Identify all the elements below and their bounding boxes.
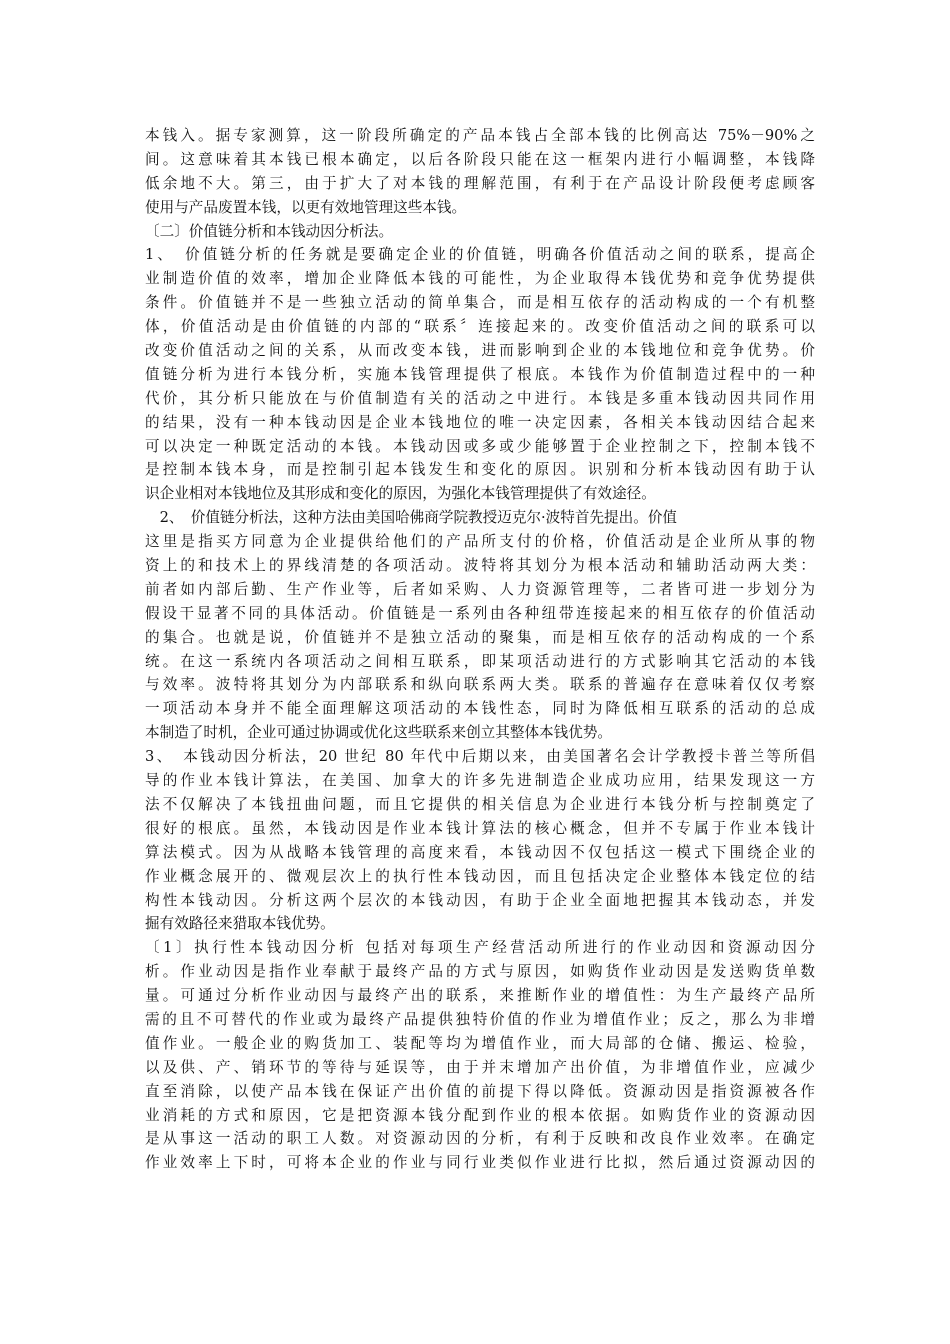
text-line: 1、 价值链分析的任务就是要确定企业的价值链，明确各价值活动之间的联系，提高企 <box>145 246 815 264</box>
text-line: 体，价值活动是由价值链的内部的“联系〞连接起来的。改变价值活动之间的联系可以 <box>145 318 815 336</box>
text-line: 一项活动本身并不能全面理解这项活动的本钱性态，同时为降低相互联系的活动的总成 <box>145 700 815 718</box>
text-line: 统。在这一系统内各项活动之间相互联系，即某项活动进行的方式影响其它活动的本钱 <box>145 652 815 670</box>
text-line: 〔1〕执行性本钱动因分析 包括对每项生产经营活动所进行的作业动因和资源动因分 <box>145 939 815 957</box>
text-line: 作业概念展开的、微观层次上的执行性本钱动因，而且包括决定企业整体本钱定位的结 <box>145 867 815 885</box>
text-line: 与效率。波特将其划分为内部联系和纵向联系两大类。联系的普遍存在意味着仅仅考察 <box>145 676 815 694</box>
text-line: 低余地不大。第三，由于扩大了对本钱的理解范围，有利于在产品设计阶段便考虑顾客 <box>145 174 815 192</box>
text-line: 法不仅解决了本钱扭曲问题，而且它提供的相关信息为企业进行本钱分析与控制奠定了 <box>145 795 815 813</box>
text-line: 3、 本钱动因分析法，20 世纪 80 年代中后期以来，由美国著名会计学教授卡普兰等所倡 <box>145 748 815 766</box>
text-line: 资上的和技术上的界线清楚的各项活动。波特将其划分为根本活动和辅助活动两大类： <box>145 557 815 575</box>
text-line: 使用与产品废置本钱，以更有效地管理这些本钱。 <box>145 198 467 216</box>
text-line: 值作业。一般企业的购货加工、装配等均为增值作业，而大局部的仓储、搬运、检验， <box>145 1034 815 1052</box>
text-line: 值链分析为进行本钱分析，实施本钱管理提供了根底。本钱作为价值制造过程中的一种 <box>145 365 815 383</box>
text-line: 构性本钱动因。分析这两个层次的本钱动因，有助于企业全面地把握其本钱动态，并发 <box>145 891 815 909</box>
text-line: 掘有效路径来猎取本钱优势。 <box>145 915 335 933</box>
text-line: 作业效率上下时，可将本企业的作业与同行业类似作业进行比拟，然后通过资源动因的 <box>145 1154 815 1172</box>
text-line: 需的且不可替代的作业或为最终产品提供独特价值的作业为增值作业；反之，那么为非增 <box>145 1010 815 1028</box>
text-line: 间。这意味着其本钱已根本确定，以后各阶段只能在这一框架内进行小幅调整，本钱降 <box>145 150 815 168</box>
text-line: 析。作业动因是指作业奉献于最终产品的方式与原因，如购货作业动因是发送购货单数 <box>145 963 815 981</box>
text-line: 很好的根底。虽然，本钱动因是作业本钱计算法的核心概念，但并不专属于作业本钱计 <box>145 819 815 837</box>
text-line: 是从事这一活动的职工人数。对资源动因的分析，有利于反映和改良作业效率。在确定 <box>145 1130 815 1148</box>
document-body <box>145 124 815 1175</box>
text-line: 业制造价值的效率，增加企业降低本钱的可能性，为企业取得本钱优势和竞争优势提供 <box>145 270 815 288</box>
text-line: 前者如内部后勤、生产作业等，后者如采购、人力资源管理等，二者皆可进一步划分为 <box>145 580 815 598</box>
text-line: 的结果，没有一种本钱动因是企业本钱地位的唯一决定因素，各相关本钱动因结合起来 <box>145 413 815 431</box>
text-line: 〔二〕价值链分析和本钱动因分析法。 <box>145 222 394 240</box>
text-line: 直至消除，以使产品本钱在保证产出价值的前提下得以降低。资源动因是指资源被各作 <box>145 1082 815 1100</box>
text-line: 是控制本钱本身，而是控制引起本钱发生和变化的原因。识别和分析本钱动因有助于认 <box>145 461 815 479</box>
text-line: 假设干显著不同的具体活动。价值链是一系列由各种纽带连接起来的相互依存的价值活动 <box>145 604 815 622</box>
text-line: 代价，其分析只能放在与价值制造有关的活动之中进行。本钱是多重本钱动因共同作用 <box>145 389 815 407</box>
text-line: 以及供、产、销环节的等待与延误等，由于并末增加产出价值，为非增值作业，应减少 <box>145 1058 815 1076</box>
text-line: 这里是指买方同意为企业提供给他们的产品所支付的价格，价值活动是企业所从事的物 <box>145 533 815 551</box>
text-line: 的集合。也就是说，价值链并不是独立活动的聚集，而是相互依存的活动构成的一个系 <box>145 628 815 646</box>
text-line: 可以决定一种既定活动的本钱。本钱动因或多或少能够置于企业控制之下，控制本钱不 <box>145 437 815 455</box>
text-line: 改变价值活动之间的关系，从而改变本钱，进而影响到企业的本钱地位和竞争优势。价 <box>145 342 815 360</box>
text-line: 业消耗的方式和原因，它是把资源本钱分配到作业的根本依据。如购货作业的资源动因 <box>145 1106 815 1124</box>
text-line: 2、 价值链分析法，这种方法由美国哈佛商学院教授迈克尔·波特首先提出。价值 <box>145 509 678 527</box>
text-line: 量。可通过分析作业动因与最终产出的联系，来推断作业的增值性：为生产最终产品所 <box>145 987 815 1005</box>
text-line: 导的作业本钱计算法，在美国、加拿大的许多先进制造企业成功应用，结果发现这一方 <box>145 772 815 790</box>
text-line: 算法模式。因为从战略本钱管理的高度来看，本钱动因不仅包括这一模式下围绕企业的 <box>145 843 815 861</box>
text-line: 识企业相对本钱地位及其形成和变化的原因，为强化本钱管理提供了有效途径。 <box>145 485 656 503</box>
text-line: 本制造了时机，企业可通过协调或优化这些联系来创立其整体本钱优势。 <box>145 724 613 742</box>
text-line: 本钱入。据专家测算，这一阶段所确定的产品本钱占全部本钱的比例高达 75%－90%之 <box>145 127 815 144</box>
text-line: 条件。价值链并不是一些独立活动的简单集合，而是相互依存的活动构成的一个有机整 <box>145 294 815 312</box>
